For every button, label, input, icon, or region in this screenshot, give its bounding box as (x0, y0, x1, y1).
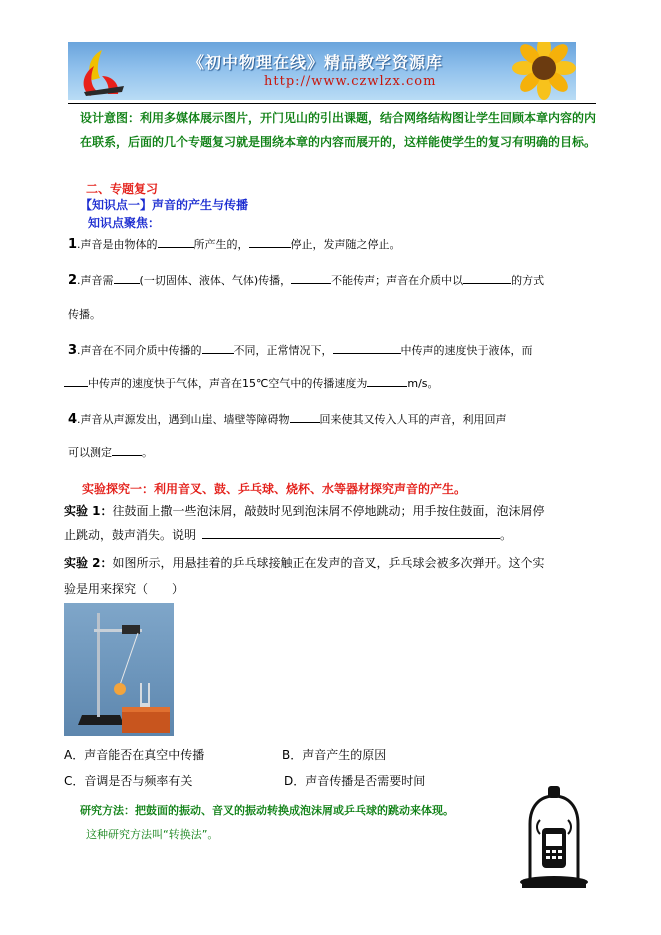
answer-blank[interactable] (158, 237, 194, 248)
question-4-cont (68, 444, 153, 460)
question-text: 所产生的， (193, 238, 249, 251)
banner-title: 《初中物理在线》精品教学资源库 (188, 53, 444, 72)
option-a[interactable]: A．声音能否在真空中传播 (64, 748, 205, 762)
answer-blank[interactable] (249, 237, 291, 248)
option-c[interactable]: C．音调是否与频率有关 (64, 774, 193, 788)
experiment-text: 。 (500, 528, 513, 542)
knowledge-point-title: 声音的产生与传播 (152, 198, 249, 212)
research-method-label: 研究方法： (80, 804, 135, 817)
experiment-photo (64, 603, 174, 736)
question-text: 。 (142, 446, 153, 459)
design-intent-label: 设计意图： (80, 111, 141, 125)
question-text: 回来使其又传入人耳的声音，利用回声 (319, 413, 507, 426)
design-intent-text: 利用多媒体展示图片，开门见山的引出课题，结合网络结构图让学生回顾本章内容的内在联系，后面的几个专题复习就是围绕本章的内容而展开的，这样能使学生的复习有明确的目标。 (80, 111, 597, 149)
sunflower-icon (504, 42, 576, 100)
tuning-fork-apparatus-icon (64, 603, 174, 736)
header-divider (68, 103, 596, 104)
experiment-1-label: 实验 1： (64, 504, 113, 518)
question-3 (68, 342, 533, 358)
question-4 (68, 411, 507, 427)
question-2 (68, 272, 544, 288)
question-number: 4 (68, 412, 78, 427)
question-text: 中传声的速度快于液体，而 (400, 344, 533, 357)
experiment-1-line-2 (64, 526, 512, 543)
question-text: 中传声的速度快于气体，声音在15℃空气中的传播速度为 (88, 377, 368, 390)
experiment-2-line-2: 验是用来探究（ ） (64, 582, 185, 596)
answer-blank[interactable] (202, 343, 234, 354)
focus-label: 知识点聚焦： (88, 216, 161, 230)
option-d[interactable]: D．声音传播是否需要时间 (284, 774, 426, 788)
question-number: 2 (68, 273, 78, 288)
research-method-text: 把鼓面的振动、音叉的振动转换成泡沫屑或乒乓球的跳动来体现。 (135, 804, 454, 817)
answer-blank[interactable] (202, 528, 500, 539)
question-text: 不同，正常情况下， (233, 344, 333, 357)
header-banner (68, 42, 576, 100)
question-text: m/s。 (407, 377, 439, 390)
question-1 (68, 236, 401, 252)
design-intent-paragraph (80, 106, 600, 154)
experiment-text: 如图所示，用悬挂着的乒乓球接触正在发声的音叉，乒乓球会被多次弹开。这个实 (112, 556, 545, 570)
answer-blank[interactable] (114, 273, 140, 284)
research-method-note: 这种研究方法叫“转换法”。 (86, 828, 219, 841)
knowledge-point-bracket: 【知识点一】 (80, 198, 153, 212)
question-text: .声音从声源发出，遇到山崖、墙壁等障碍物 (77, 413, 290, 426)
question-text: 可以测定 (68, 446, 112, 459)
answer-blank[interactable] (333, 343, 401, 354)
experiment-title: 实验探究一：利用音叉、鼓、乒乓球、烧杯、水等器材探究声音的产生。 (82, 482, 467, 496)
question-2-cont: 传播。 (68, 308, 101, 321)
answer-blank[interactable] (367, 376, 407, 387)
question-number: 1 (68, 237, 78, 252)
experiment-2-line-1 (64, 554, 545, 571)
knowledge-point-heading (80, 196, 248, 213)
section-title: 二、专题复习 (86, 182, 159, 196)
answer-blank[interactable] (290, 412, 320, 423)
research-method (80, 802, 454, 818)
question-3-cont (64, 375, 439, 391)
answer-blank[interactable] (291, 273, 331, 284)
experiment-2-label: 实验 2： (64, 556, 113, 570)
question-text: 不能传声；声音在介质中以 (331, 274, 464, 287)
question-number: 3 (68, 343, 78, 358)
phone-in-bell-jar-icon (516, 784, 592, 890)
question-text: .声音在不同介质中传播的 (77, 344, 202, 357)
question-text: .声音是由物体的 (77, 238, 158, 251)
answer-blank[interactable] (64, 376, 88, 387)
experiment-1-line-1 (64, 502, 545, 519)
answer-blank[interactable] (463, 273, 511, 284)
question-text: (一切固体、液体、气体)传播， (139, 274, 292, 287)
option-b[interactable]: B．声音产生的原因 (282, 748, 387, 762)
experiment-text: 止跳动，鼓声消失。说明 (64, 528, 197, 542)
site-logo-icon (72, 46, 132, 98)
question-text: .声音需 (77, 274, 114, 287)
question-text: 停止，发声随之停止。 (290, 238, 401, 251)
banner-url[interactable]: http://www.czwlzx.com (264, 74, 437, 89)
experiment-text: 往鼓面上撒一些泡沫屑，敲鼓时见到泡沫屑不停地跳动；用手按住鼓面，泡沫屑停 (112, 504, 545, 518)
question-text: 的方式 (511, 274, 545, 287)
answer-blank[interactable] (112, 445, 142, 456)
